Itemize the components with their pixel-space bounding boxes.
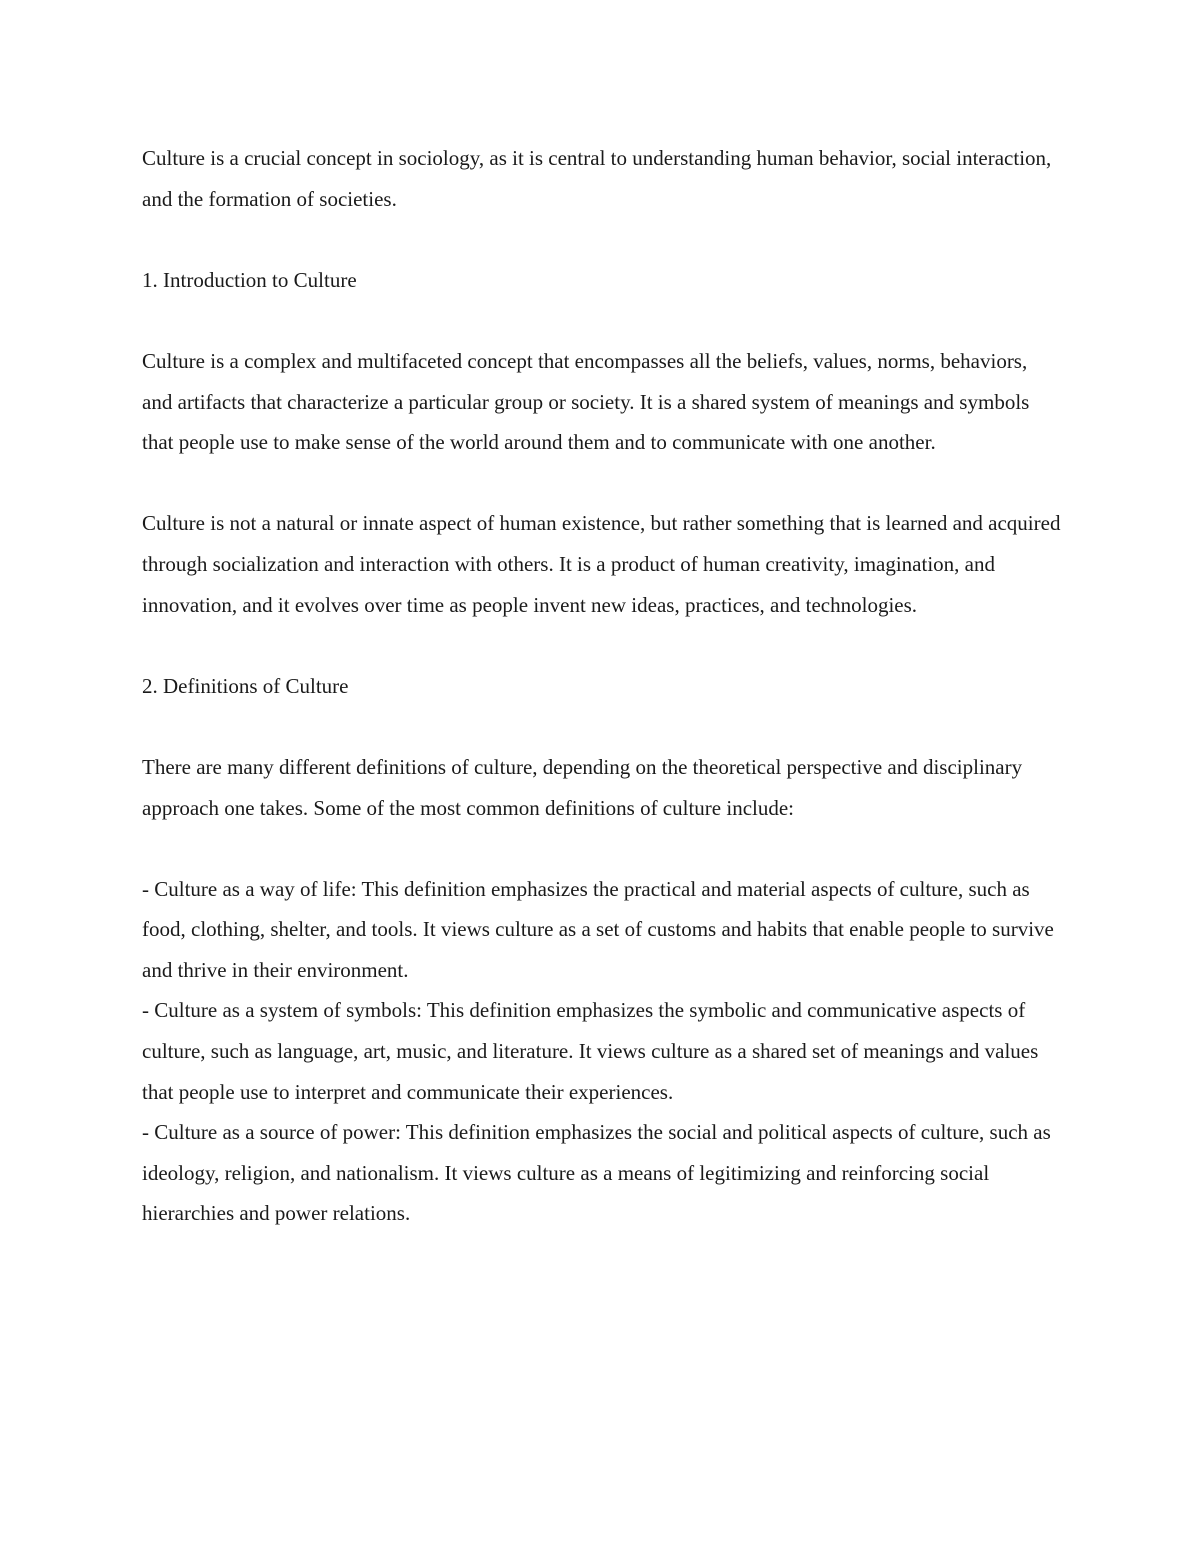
section-heading-introduction: 1. Introduction to Culture [142, 267, 357, 292]
list-item: - Culture as a system of symbols: This definition emphasizes the symbolic and communicative aspects of culture, such as language, art, music, and literature. It views culture as a shared set of meanings and values that people use to interpret and communicate their experiences. [142, 998, 1039, 1104]
body-paragraph: Culture is not a natural or innate aspect of human existence, but rather something that is learned and acquired through socialization and interaction with others. It is a product of human creativity, imagination, and innovation, and it evolves over time as people invent new ideas, practices, and technologies. [142, 511, 1061, 617]
body-paragraph: There are many different definitions of culture, depending on the theoretical perspective and disciplinary approach one takes. Some of the most common definitions of culture include: [142, 754, 1023, 820]
intro-paragraph: Culture is a crucial concept in sociology, as it is central to understanding human behavior, social interaction, and the formation of societies. [142, 146, 1052, 211]
section-heading-definitions: 2. Definitions of Culture [142, 673, 349, 698]
list-item: - Culture as a source of power: This definition emphasizes the social and political aspects of culture, such as ideology, religion, and nationalism. It views culture as a means of legitimizing and reinforcing social hierarchies and power relations. [142, 1120, 1051, 1226]
document-body [142, 138, 1062, 1234]
body-paragraph: Culture is a complex and multifaceted concept that encompasses all the beliefs, values, norms, behaviors, and artifacts that characterize a particular group or society. It is a shared system of meanings and symbols that people use to make sense of the world around them and to communicate with one another. [142, 348, 1030, 455]
list-item: - Culture as a way of life: This definition emphasizes the practical and material aspects of culture, such as food, clothing, shelter, and tools. It views culture as a set of customs and habits that enable people to survive and thrive in their environment. [142, 876, 1054, 982]
